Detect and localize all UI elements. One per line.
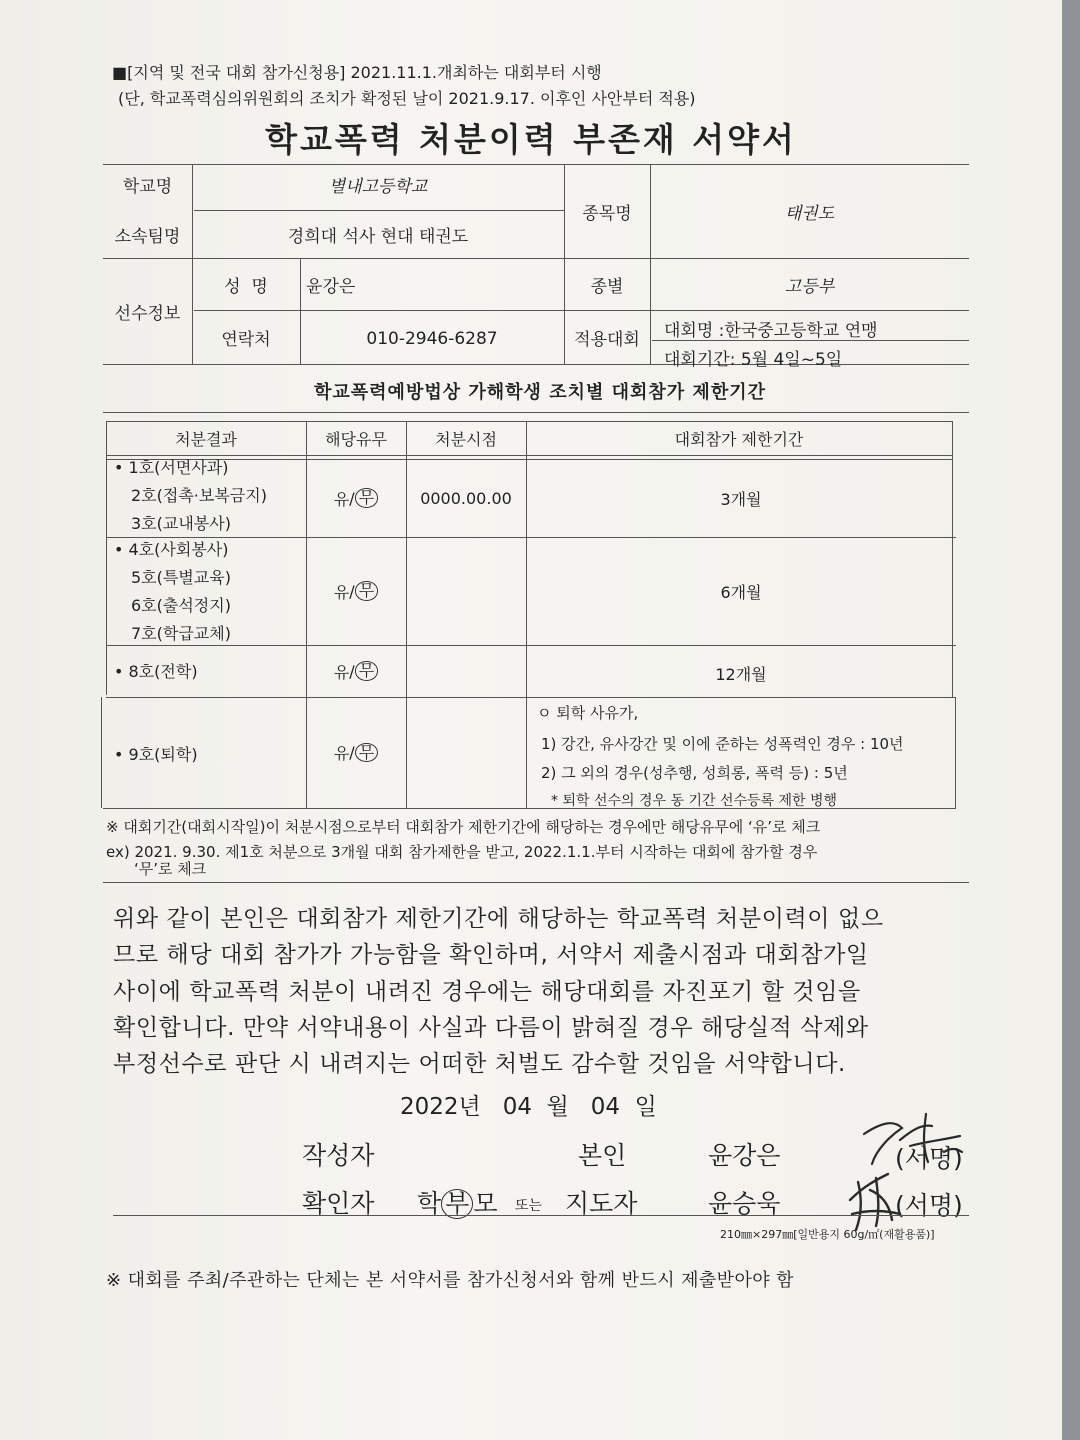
parent-circled: 부 xyxy=(441,1189,473,1219)
row3-no-checked: 무 xyxy=(355,661,378,681)
footer-note: ※ 대회를 주최/주관하는 단체는 본 서약서를 참가신청서와 함께 반드시 제출받아야 함 xyxy=(106,1270,794,1291)
pledge-line-3: 사이에 학교폭력 처분이 내려진 경우에는 해당대회를 자진포기 할 것임을 xyxy=(113,979,861,1005)
row4-limit-line-2: 1) 강간, 유사강간 및 이에 준하는 성폭력인 경우 : 10년 xyxy=(541,735,904,753)
row2-item-2: 5호(특별교육) xyxy=(131,568,231,587)
row1-date: 0000.00.00 xyxy=(420,488,512,508)
col-header-result: 처분결과 xyxy=(175,429,237,449)
note-line-3: ‘무’로 체크 xyxy=(134,860,207,878)
confirmer-signature-mark xyxy=(840,1160,910,1236)
confirmer-relation: 학 부 모 xyxy=(417,1189,498,1218)
notice-line-1: ■[지역 및 전국 대회 참가신청용] 2021.11.1.개최하는 대회부터 시행 xyxy=(112,63,602,82)
notice-line-2: (단, 학교폭력심의위원회의 조치가 확정된 날이 2021.9.17. 이후인 사안부터 적용) xyxy=(118,89,696,108)
confirmer-label: 확인자 xyxy=(302,1189,375,1218)
confirmer-name: 윤승욱 xyxy=(708,1189,781,1218)
row3-limit: 12개월 xyxy=(715,664,767,684)
row4-limit-line-1: ㅇ 퇴학 사유가, xyxy=(537,704,639,722)
row4-no-checked: 무 xyxy=(355,743,378,763)
restriction-section-title: 학교폭력예방법상 가해학생 조치별 대회참가 제한기간 xyxy=(314,382,766,403)
col-header-applicable: 해당유무 xyxy=(325,429,387,449)
division-label: 종별 xyxy=(590,276,624,297)
contact-label: 연락처 xyxy=(221,329,271,350)
row4-item-1: • 9호(퇴학) xyxy=(114,745,198,764)
name-value: 윤강은 xyxy=(306,277,356,297)
row1-limit: 3개월 xyxy=(720,489,762,509)
team-value: 경희대 석사 현대 태권도 xyxy=(287,226,469,247)
row2-item-3: 6호(출석정지) xyxy=(131,596,231,615)
row2-limit: 6개월 xyxy=(720,582,762,602)
row1-no-checked: 무 xyxy=(355,488,378,508)
sport-value: 태권도 xyxy=(784,203,835,224)
row4-limit-line-3: 2) 그 외의 경우(성추행, 성희롱, 폭력 등) : 5년 xyxy=(541,764,848,782)
player-info-label: 선수정보 xyxy=(114,303,181,324)
document-title: 학교폭력 처분이력 부존재 서약서 xyxy=(265,120,797,159)
pledge-line-1: 위와 같이 본인은 대회참가 제한기간에 해당하는 학교폭력 처분이력이 없으 xyxy=(113,906,884,932)
row1-item-1: • 1호(서면사과) xyxy=(114,458,229,477)
row1-item-3: 3호(교내봉사) xyxy=(131,514,231,533)
competition-period: 대회기간: 5월 4일~5일 xyxy=(664,350,843,370)
pledge-date: 2022년 04 월 04 일 xyxy=(400,1094,657,1120)
sport-label: 종목명 xyxy=(582,203,632,224)
pledge-line-2: 므로 해당 대회 참가가 가능함을 확인하며, 서약서 제출시점과 대회참가일 xyxy=(113,942,869,968)
note-line-2: ex) 2021. 9.30. 제1호 처분으로 3개월 대회 참가제한을 받고, 2022.1.1.부터 시작하는 대회에 참가할 경우 xyxy=(106,843,818,861)
row2-applicable: 유 / 무 xyxy=(306,537,406,645)
competition-label: 적용대회 xyxy=(574,329,640,350)
col-header-limit: 대회참가 제한기간 xyxy=(674,429,804,449)
row3-applicable: 유 / 무 xyxy=(306,645,406,697)
row2-item-4: 7호(학급교체) xyxy=(131,624,231,643)
or-label: 또는 xyxy=(515,1198,543,1214)
row4-applicable: 유 / 무 xyxy=(306,697,406,808)
name-label: 성 명 xyxy=(224,276,268,297)
row2-no-checked: 무 xyxy=(355,581,378,601)
pledge-line-4: 확인합니다. 만약 서약내용이 사실과 다름이 밝혀질 경우 해당실적 삭제와 xyxy=(113,1015,869,1041)
row4-limit-line-4: * 퇴학 선수의 경우 동 기간 선수등록 제한 병행 xyxy=(551,793,838,809)
team-label: 소속팀명 xyxy=(114,226,181,247)
confirmer-sign-label: (서명) xyxy=(895,1191,963,1220)
division-value: 고등부 xyxy=(784,276,835,297)
author-sign-label: (서명) xyxy=(895,1144,963,1173)
pledge-line-5: 부정선수로 판단 시 내려지는 어떠한 처벌도 감수할 것임을 서약합니다. xyxy=(113,1051,846,1077)
paper-spec: 210㎜×297㎜[일반용지 60g/㎡(재활용품)] xyxy=(720,1228,935,1241)
row1-item-2: 2호(접촉·보복금지) xyxy=(131,486,267,505)
contact-value: 010-2946-6287 xyxy=(366,329,498,349)
school-value: 별내고등학교 xyxy=(328,176,428,197)
note-line-1: ※ 대회기간(대회시작일)이 처분시점으로부터 대회참가 제한기간에 해당하는 경우에만 해당유무에 ‘유’로 체크 xyxy=(106,818,821,836)
coach-label: 지도자 xyxy=(565,1189,638,1218)
competition-name: 대회명 :한국중고등학교 연맹 xyxy=(664,321,878,341)
author-label: 작성자 xyxy=(302,1141,375,1170)
row3-item-1: • 8호(전학) xyxy=(114,662,198,681)
author-name: 윤강은 xyxy=(708,1141,781,1170)
row2-item-1: • 4호(사회봉사) xyxy=(114,540,229,559)
row1-applicable: 유 / 무 xyxy=(306,459,406,537)
col-header-date: 처분시점 xyxy=(435,429,497,449)
school-label: 학교명 xyxy=(122,176,173,197)
self-label: 본인 xyxy=(578,1141,627,1170)
